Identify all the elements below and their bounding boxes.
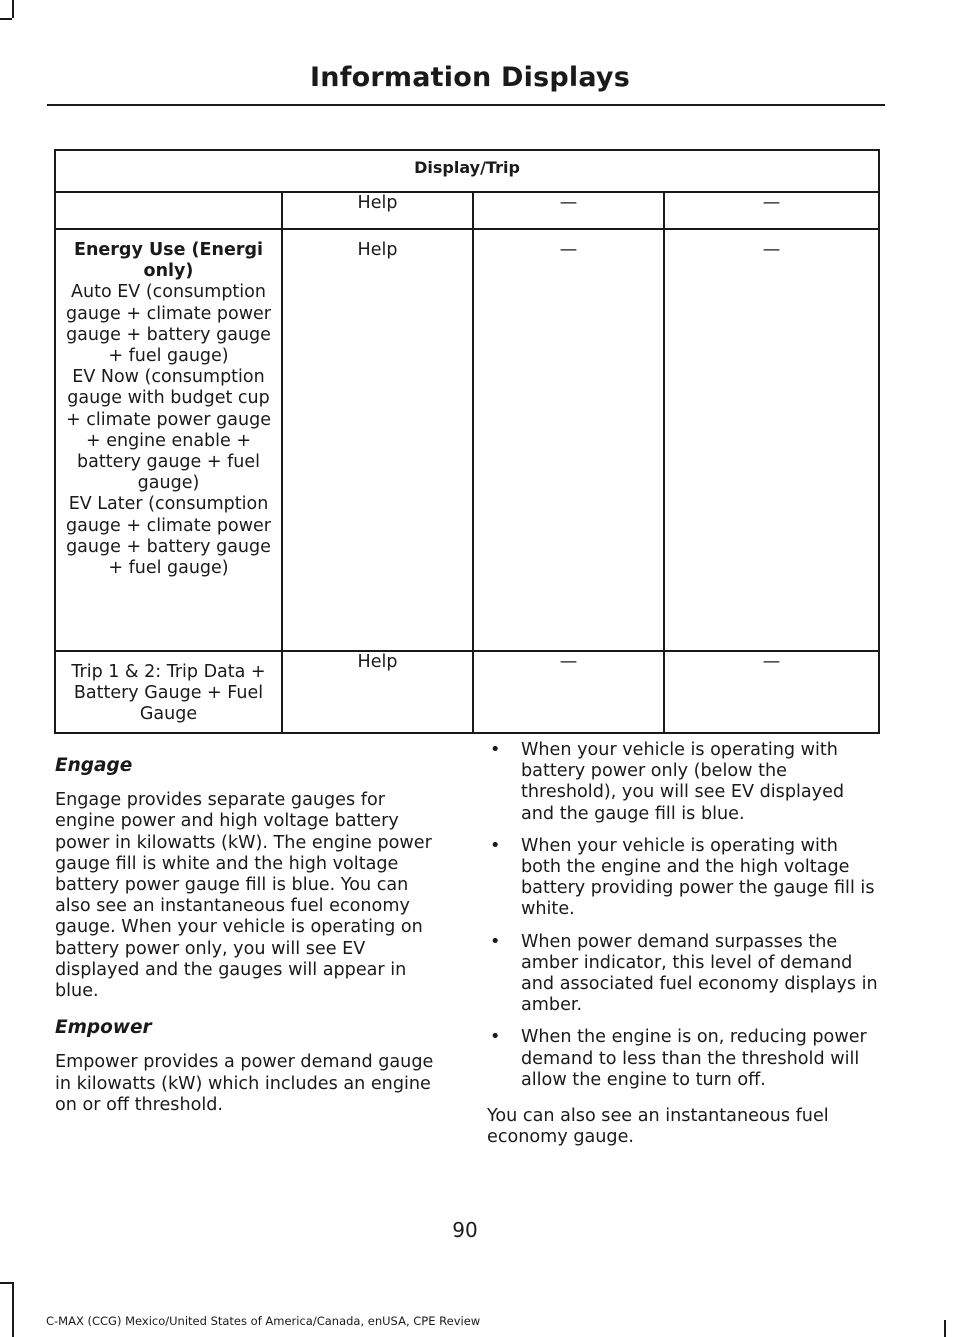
footer-text: C-MAX (CCG) Mexico/United States of America/Canada, enUSA, CPE Review (46, 1314, 481, 1328)
table-row (55, 651, 879, 733)
mode-line: EV Now (consumption gauge with budget cup + climate power gauge + engine enable + battery gauge + fuel gauge) (66, 367, 271, 494)
mode-line: EV Later (consumption gauge + climate power gauge + battery gauge + fuel gauge) (66, 494, 271, 579)
mode-line: Trip 1 & 2: Trip Data + Battery Gauge + Fuel Gauge (71, 662, 266, 725)
empower-paragraph: Empower provides a power demand gauge in kilowatts (kW) which includes an engine on or off threshold. (55, 1052, 434, 1115)
engage-paragraph: Engage provides separate gauges for engine power and high voltage battery power in kilowatts (kW). The engine power gauge fill is white and the high voltage battery power gauge fill is blue. You can also see an instantaneous fuel economy gauge. When your vehicle is operating on battery power only, you will see EV displayed and the gauges will appear in blue. (55, 790, 432, 1002)
dash-cell: — (664, 192, 879, 229)
crop-mark-bottom-right (944, 1320, 946, 1337)
dash-cell: — (473, 229, 664, 651)
display-trip-table (54, 149, 880, 734)
page-number: 90 (452, 1218, 478, 1242)
mode-cell (55, 229, 282, 651)
crop-mark-bottom-left (12, 1282, 14, 1337)
left-column (55, 755, 447, 1131)
crop-mark-top-left (12, 0, 14, 18)
mode-title: Energy Use (Energi only) (74, 240, 263, 282)
crop-mark-top-left-h (0, 18, 12, 20)
table-title: Display/Trip (55, 150, 879, 192)
dash-cell: — (473, 651, 664, 733)
bullet-icon: • (490, 1027, 501, 1048)
crop-mark-bottom-left-h (0, 1282, 12, 1284)
mode-cell (55, 651, 282, 733)
list-item: • When power demand surpasses the amber indicator, this level of demand and associated fuel economy displays in amber. (490, 931, 878, 1016)
help-cell: Help (282, 192, 473, 229)
engage-heading: Engage (55, 755, 133, 776)
table-row (55, 229, 879, 651)
empower-heading: Empower (55, 1017, 152, 1039)
dash-cell: — (664, 651, 879, 733)
bullet-icon: • (490, 740, 501, 760)
list-item: • When your vehicle is operating with both the engine and the high voltage battery providing power the gauge fill is white. (490, 835, 875, 920)
right-column (487, 740, 879, 1148)
bullet-list (487, 740, 879, 1091)
mode-cell (55, 192, 282, 229)
mode-line: Auto EV (consumption gauge + climate power gauge + battery gauge + fuel gauge) (66, 282, 271, 367)
closing-paragraph: You can also see an instantaneous fuel economy gauge. (487, 1106, 829, 1148)
table-row (55, 192, 879, 229)
help-cell: Help (282, 229, 473, 651)
header-rule (47, 104, 885, 106)
dash-cell: — (473, 192, 664, 229)
bullet-icon: • (490, 835, 501, 856)
page-title: Information Displays (310, 62, 630, 93)
dash-cell: — (664, 229, 879, 651)
bullet-icon: • (490, 931, 501, 952)
list-item: • When the engine is on, reducing power demand to less than the threshold will allow the engine to turn off. (490, 1027, 867, 1090)
help-cell: Help (282, 651, 473, 733)
list-item: • When your vehicle is operating with battery power only (below the threshold), you will see EV displayed and the gauge fill is blue. (490, 740, 845, 824)
